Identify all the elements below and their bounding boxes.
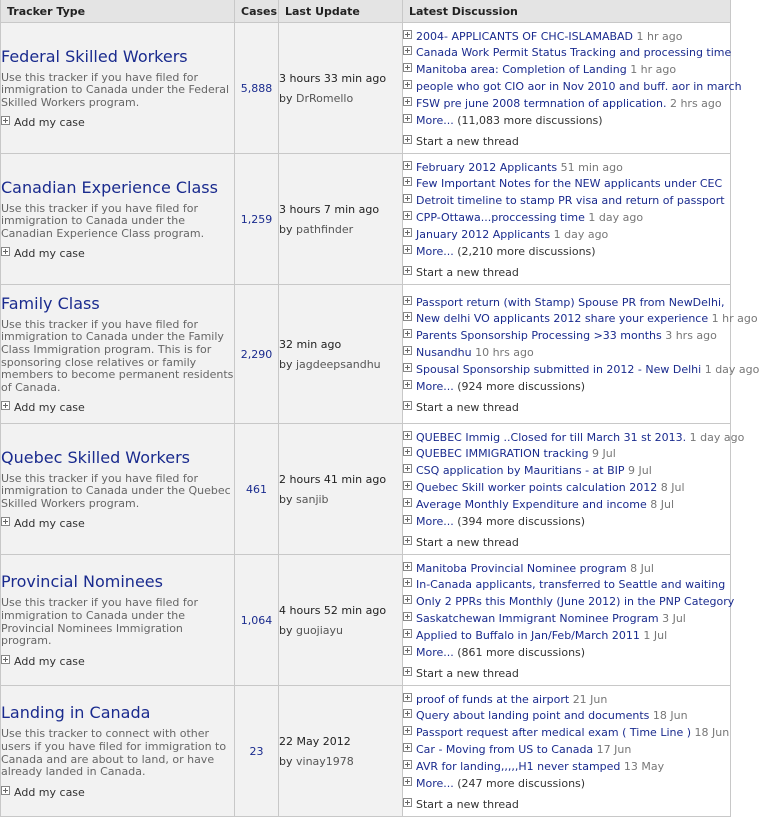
discussion-time: 8 Jul [650,497,675,511]
discussion-time: 9 Jul [592,447,616,461]
discussion-item[interactable] [403,160,730,177]
discussion-title-link[interactable]: February 2012 Applicants [416,160,558,174]
discussion-time: 1 Jul [643,628,668,642]
more-count: (11,083 more discussions) [457,113,603,127]
discussion-item[interactable] [403,594,735,611]
discussion-item[interactable] [403,295,730,312]
more-discussions-item[interactable] [403,645,730,662]
last-update-user [279,493,402,506]
more-discussions-item[interactable] [403,776,730,793]
by-label: by [279,357,293,371]
start-new-thread-label: Start a new thread [416,667,519,681]
start-new-thread-button[interactable] [403,399,730,417]
plus-box-icon [403,63,412,72]
discussion-title-link[interactable]: Query about landing point and documents [416,709,650,723]
discussion-title-link[interactable]: Applied to Buffalo in Jan/Feb/March 2011 [416,628,640,642]
discussion-time: 3 hrs ago [665,329,717,343]
tracker-row [1,154,731,285]
discussion-title-link[interactable]: people who got CIO aor in Nov 2010 and buff. aor in march [416,80,742,93]
discussion-item[interactable] [403,29,730,46]
discussion-title-link[interactable]: Only 2 PPRs this Monthly (June 2012) in the PNP Category [416,595,735,609]
discussion-list [403,160,730,261]
plus-box-icon [403,578,412,587]
plus-box-icon [403,114,412,123]
more-count: (924 more discussions) [457,379,586,393]
discussion-title-link[interactable]: Manitoba area: Completion of Landing [416,63,627,77]
discussion-title-link[interactable]: Average Monthly Expenditure and income [416,497,647,511]
discussion-title-link[interactable]: CSQ application by Mauritians - at BIP [416,464,625,478]
more-link[interactable]: More... [416,645,454,659]
plus-box-icon [403,447,412,456]
tracker-description: Use this tracker if you have filed for immigration to Canada under the Quebec Skilled Workers program. [1,471,231,510]
add-my-case-label: Add my case [14,247,85,261]
tracker-name-link[interactable]: Family Class [1,293,100,313]
discussion-list [403,295,759,396]
last-update-cell [279,23,403,154]
table-header-row [1,0,731,23]
discussion-item[interactable] [403,45,730,62]
plus-box-icon [1,116,10,125]
discussion-item[interactable] [403,692,730,709]
plus-box-icon [403,709,412,718]
start-new-thread-label: Start a new thread [416,401,519,415]
plus-box-icon [1,247,10,256]
tracker-description: Use this tracker if you have filed for immigration to Canada under the Federal Skilled Workers program. [1,70,230,109]
tracker-name-link[interactable]: Canadian Experience Class [1,177,218,197]
tracker-name-link[interactable]: Provincial Nominees [1,572,163,592]
plus-box-icon [403,562,412,571]
tracker-type-cell [1,154,235,285]
discussion-time: 18 Jun [652,709,688,723]
by-label: by [279,222,293,236]
plus-box-icon [403,135,412,144]
col-header-cases: Cases [235,0,279,23]
discussion-title-link[interactable]: CPP-Ottawa...proccessing time [416,211,585,224]
tracker-row [1,686,731,817]
more-link[interactable]: More... [416,244,454,258]
more-count: (247 more discussions) [457,776,586,790]
more-link[interactable]: More... [416,379,454,393]
discussion-item[interactable] [403,210,730,227]
plus-box-icon [403,80,412,89]
last-update-user [279,358,402,371]
discussion-list [403,430,745,531]
discussion-time: 2 hrs ago [669,96,722,110]
discussion-title-link[interactable]: Few Important Notes for the NEW applicants under CEC [416,177,723,191]
discussion-time: 1 hr ago [636,29,683,43]
discussion-time: 1 hr ago [630,63,677,77]
tracker-name-link[interactable]: Landing in Canada [1,703,151,723]
more-count: (861 more discussions) [457,645,586,659]
discussion-title-link[interactable]: FSW pre june 2008 termnation of application. [416,96,667,110]
plus-box-icon [403,536,412,545]
discussion-time: 10 hrs ago [475,346,534,359]
cases-count-link[interactable]: 1,064 [240,613,273,627]
last-update-cell [279,424,403,555]
discussion-title-link[interactable]: Spousal Sponsorship submitted in 2012 - New Delhi [416,362,702,376]
add-my-case-label: Add my case [14,116,85,130]
plus-box-icon [403,481,412,490]
plus-box-icon [403,312,412,321]
cases-cell [235,23,279,154]
latest-discussion-cell [403,555,735,686]
user-link[interactable]: jagdeepsandhu [296,357,381,371]
discussion-item[interactable] [403,628,730,645]
discussion-item[interactable] [403,561,730,578]
plus-box-icon [403,245,412,254]
discussion-title-link[interactable]: Parents Sponsorship Processing >33 months [416,329,662,343]
discussion-title-link[interactable]: proof of funds at the airport [416,692,570,706]
discussion-item[interactable] [403,345,730,362]
cases-count-link[interactable]: 23 [249,744,264,758]
last-update-cell [279,686,403,817]
more-discussions-item[interactable] [403,113,730,130]
more-discussions-item[interactable] [403,244,730,261]
plus-box-icon [403,693,412,702]
plus-box-icon [1,401,10,410]
cases-cell [235,686,279,817]
plus-box-icon [403,431,412,440]
cases-count-link[interactable]: 2,290 [240,347,273,361]
plus-box-icon [403,464,412,473]
cases-cell [235,154,279,285]
start-new-thread-button[interactable] [403,665,730,683]
plus-box-icon [403,380,412,389]
discussion-time: 21 Jun [572,692,608,706]
last-update-time: 32 min ago [279,337,342,351]
cases-count-link[interactable]: 1,259 [240,212,273,226]
discussion-item[interactable] [403,463,730,480]
add-my-case-label: Add my case [14,785,85,799]
user-link[interactable]: DrRomello [296,91,354,105]
discussion-title-link[interactable]: New delhi VO applicants 2012 share your experience [416,312,709,326]
discussion-item[interactable] [403,227,730,244]
col-header-tracker-type: Tracker Type [1,0,235,23]
add-my-case-button[interactable] [1,247,234,260]
discussion-item[interactable] [403,708,730,725]
discussion-title-link[interactable]: Detroit timeline to stamp PR visa and return of passport [416,194,725,208]
discussion-time: 13 May [623,759,665,773]
tracker-row [1,23,731,154]
discussion-item[interactable] [403,430,745,447]
add-my-case-label: Add my case [14,401,85,415]
by-label: by [279,623,293,637]
last-update-cell [279,285,403,424]
plus-box-icon [1,786,10,795]
discussion-item[interactable] [403,480,730,497]
discussion-time: 1 day ago [689,430,745,444]
tracker-row [1,424,731,555]
cases-cell [235,555,279,686]
plus-box-icon [403,161,412,170]
tracker-row [1,555,731,686]
start-new-thread-button[interactable] [403,534,730,552]
discussion-time: 9 Jul [628,464,652,478]
discussion-title-link[interactable]: QUEBEC IMMIGRATION tracking [416,447,589,461]
plus-box-icon [403,760,412,769]
discussion-item[interactable] [403,311,758,328]
discussion-title-link[interactable]: Passport return (with Stamp) Spouse PR from NewDelhi, [416,295,725,309]
last-update-user [279,92,402,105]
start-new-thread-button[interactable] [403,133,730,151]
tracker-row [1,285,731,424]
plus-box-icon [403,401,412,410]
col-header-last-update: Last Update [279,0,403,23]
discussion-item[interactable] [403,79,742,96]
tracker-description: Use this tracker if you have filed for immigration to Canada under the Provincial Nominees Immigration program. [1,596,198,648]
plus-box-icon [403,629,412,638]
discussion-title-link[interactable]: Manitoba Provincial Nominee program [416,561,627,575]
tracker-description: Use this tracker to connect with other users if you have filed for immigration to Canada and are about to land, or have already landed in Canada. [1,727,227,779]
more-link[interactable]: More... [416,776,454,790]
discussion-item[interactable] [403,446,730,463]
discussion-title-link[interactable]: Quebec Skill worker points calculation 2012 [416,481,658,494]
discussion-title-link[interactable]: Passport request after medical exam ( Time Line ) [416,726,692,740]
latest-discussion-cell [403,154,731,285]
plus-box-icon [403,646,412,655]
cases-count-link[interactable]: 5,888 [240,81,273,95]
discussion-title-link[interactable]: Car - Moving from US to Canada [416,743,594,756]
plus-box-icon [403,595,412,604]
plus-box-icon [403,777,412,786]
tracker-type-cell [1,285,235,424]
discussion-time: 3 Jul [662,612,686,625]
user-link[interactable]: vinay1978 [296,754,354,768]
plus-box-icon [403,266,412,275]
add-my-case-button[interactable] [1,655,234,668]
discussion-title-link[interactable]: 2004- APPLICANTS OF CHC-ISLAMABAD [416,29,634,43]
cases-count-link[interactable]: 461 [246,482,267,496]
plus-box-icon [403,30,412,39]
add-my-case-button[interactable] [1,786,234,799]
tracker-name-link[interactable]: Federal Skilled Workers [1,46,188,66]
discussion-item[interactable] [403,328,730,345]
user-link[interactable]: pathfinder [296,222,354,236]
discussion-title-link[interactable]: Canada Work Permit Status Tracking and processing time [416,46,732,60]
discussion-item[interactable] [403,725,730,742]
discussion-time: 17 Jun [596,743,632,756]
tracker-type-cell [1,424,235,555]
more-link[interactable]: More... [416,113,454,127]
plus-box-icon [1,517,10,526]
start-new-thread-button[interactable] [403,264,730,282]
col-header-latest-discussion: Latest Discussion [403,0,731,23]
more-count: (394 more discussions) [457,514,586,528]
more-discussions-item[interactable] [403,379,730,396]
plus-box-icon [403,46,412,55]
user-link[interactable]: sanjib [296,492,329,506]
discussion-list [403,561,735,662]
last-update-cell [279,154,403,285]
discussion-item[interactable] [403,611,730,628]
discussion-item[interactable] [403,742,730,759]
add-my-case-button[interactable] [1,401,234,414]
plus-box-icon [403,97,412,106]
last-update-user [279,223,402,236]
add-my-case-label: Add my case [14,654,85,668]
latest-discussion-cell [403,686,731,817]
start-new-thread-label: Start a new thread [416,536,519,550]
last-update-user [279,755,402,768]
discussion-time: 1 hr ago [711,312,758,326]
discussion-time: 1 day ago [553,227,609,241]
plus-box-icon [403,743,412,752]
discussion-item[interactable] [403,759,730,776]
cases-cell [235,424,279,555]
start-new-thread-label: Start a new thread [416,266,519,280]
discussion-item[interactable] [403,193,730,210]
discussion-time: 8 Jul [660,481,685,494]
discussion-title-link[interactable]: January 2012 Applicants [416,227,551,241]
last-update-time: 4 hours 52 min ago [279,603,387,617]
more-count: (2,210 more discussions) [457,244,596,258]
add-my-case-label: Add my case [14,517,85,531]
plus-box-icon [1,655,10,664]
plus-box-icon [403,498,412,507]
discussion-time: 1 day ago [588,211,644,224]
plus-box-icon [403,363,412,372]
discussion-time: 1 day ago [704,362,759,376]
start-new-thread-label: Start a new thread [416,798,519,812]
plus-box-icon [403,726,412,735]
plus-box-icon [403,194,412,203]
add-my-case-button[interactable] [1,517,234,530]
plus-box-icon [403,798,412,807]
plus-box-icon [403,296,412,305]
last-update-time: 3 hours 33 min ago [279,71,387,85]
last-update-cell [279,555,403,686]
last-update-time: 2 hours 41 min ago [279,472,387,486]
more-link[interactable]: More... [416,514,454,528]
discussion-item[interactable] [403,96,730,113]
discussion-item[interactable] [403,577,730,594]
start-new-thread-button[interactable] [403,796,730,814]
tracker-description: Use this tracker if you have filed for immigration to Canada under the Canadian Experience Class program. [1,201,205,240]
discussion-title-link[interactable]: QUEBEC Immig ..Closed for till March 31 st 2013. [416,430,687,444]
plus-box-icon [403,346,412,355]
discussion-title-link[interactable]: Nusandhu [416,346,472,359]
discussion-title-link[interactable]: AVR for landing,,,,,H1 never stamped [416,759,621,773]
tracker-description: Use this tracker if you have filed for immigration to Canada under the Family Class Immigration program. This is for sponsoring close relatives or family members to become permanent residents of Canada. [1,317,234,394]
plus-box-icon [403,177,412,186]
discussion-item[interactable] [403,497,730,514]
discussion-time: 18 Jun [694,726,730,740]
discussion-item[interactable] [403,176,730,193]
discussion-time: 51 min ago [560,160,623,174]
more-discussions-item[interactable] [403,514,730,531]
plus-box-icon [403,667,412,676]
tracker-type-cell [1,686,235,817]
plus-box-icon [403,329,412,338]
by-label: by [279,492,293,506]
last-update-user [279,624,402,637]
tracker-type-cell [1,23,235,154]
discussion-title-link[interactable]: In-Canada applicants, transferred to Seattle and waiting [416,578,726,592]
plus-box-icon [403,211,412,220]
latest-discussion-cell [403,285,759,424]
cases-cell [235,285,279,424]
discussion-list [403,692,730,793]
last-update-time: 3 hours 7 min ago [279,202,380,216]
discussion-list [403,29,742,130]
tracker-type-cell [1,555,235,686]
plus-box-icon [403,228,412,237]
discussion-time: 8 Jul [630,561,654,575]
plus-box-icon [403,612,412,621]
discussion-title-link[interactable]: Saskatchewan Immigrant Nominee Program [416,612,659,625]
user-link[interactable]: guojiayu [296,623,344,637]
latest-discussion-cell [403,424,745,555]
latest-discussion-cell [403,23,742,154]
start-new-thread-label: Start a new thread [416,135,519,149]
last-update-time: 22 May 2012 [279,734,351,748]
by-label: by [279,91,293,105]
discussion-item[interactable] [403,62,730,79]
add-my-case-button[interactable] [1,116,234,129]
by-label: by [279,754,293,768]
discussion-item[interactable] [403,362,759,379]
plus-box-icon [403,515,412,524]
tracker-name-link[interactable]: Quebec Skilled Workers [1,447,191,467]
